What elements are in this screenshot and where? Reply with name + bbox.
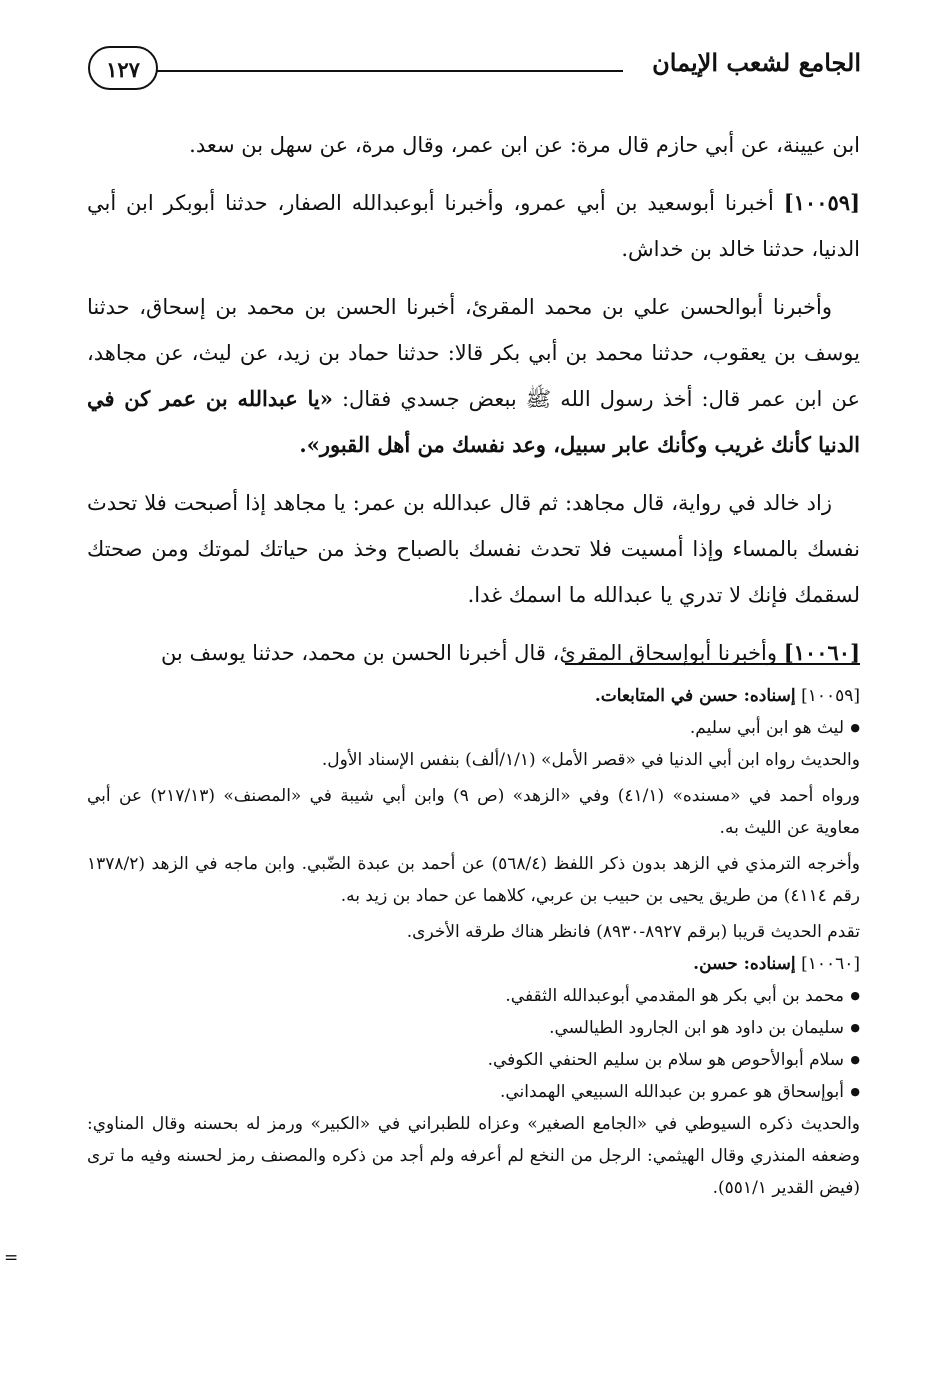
hadith-number: [١٠٠٦٠] bbox=[783, 640, 860, 665]
note-bullet: ● أبوإسحاق هو عمرو بن عبدالله السبيعي الهمداني. bbox=[87, 1076, 860, 1108]
paragraph-text: وأخبرنا أبوالحسن علي بن محمد المقرئ، أخبرنا الحسن بن محمد بن إسحاق، حدثنا يوسف بن يعقوب، حدثنا محمد بن أبي بكر قالا: حدثنا حماد بن زيد، عن ليث، عن مجاهد، عن ابن عمر قال: أخذ رسول الله ﷺ ببعض جسدي فقال: bbox=[87, 295, 860, 411]
page-header bbox=[88, 40, 861, 104]
hadith-number: [١٠٠٥٩] bbox=[783, 190, 860, 215]
paragraph-4: زاد خالد في رواية، قال مجاهد: ثم قال عبدالله بن عمر: يا مجاهد إذا أصبحت فلا تحدث نفسك بالمساء وإذا أمسيت فلا تحدث نفسك بالصباح وخذ من حياتك لموتك ومن صحتك لسقمك فإنك لا تدري يا عبدالله ما اسمك غدا. bbox=[87, 491, 860, 607]
paragraph-3 bbox=[87, 284, 860, 468]
note-line: وأخرجه الترمذي في الزهد بدون ذكر اللفظ (٥٦٨/٤) عن أحمد بن عبدة الضّبي. وابن ماجه في الزهد (١٣٧٨/٢ رقم ٤١١٤) من طريق يحيى بن حبيب بن عربي، كلاهما عن حماد بن زيد به. bbox=[87, 854, 860, 906]
note-bullet: ● ليث هو ابن أبي سليم. bbox=[87, 712, 860, 744]
footnote-separator bbox=[565, 663, 860, 665]
running-title: الجامع لشعب الإيمان bbox=[652, 48, 861, 77]
note-bullet: ● سليمان بن داود هو ابن الجارود الطيالسي. bbox=[87, 1012, 860, 1044]
note-line: والحديث رواه ابن أبي الدنيا في «قصر الأمل» (١/١/ألف) بنفس الإسناد الأول. bbox=[321, 750, 860, 770]
paragraph-text: وأخبرنا أبوإسحاق المقرئ، قال أخبرنا الحسن بن محمد، حدثنا يوسف بن bbox=[160, 641, 778, 665]
note-heading bbox=[87, 948, 860, 980]
continuation-mark: = bbox=[4, 1248, 19, 1268]
paragraph-text: أخبرنا أبوسعيد بن أبي عمرو، وأخبرنا أبوعبدالله الصفار، حدثنا أبوبكر ابن أبي الدنيا، حدثنا خالد بن خداش. bbox=[87, 191, 860, 261]
hadith-quote: «يا عبدالله بن عمر كن في الدنيا كأنك غريب وكأنك عابر سبيل، وعد نفسك من أهل القبور». bbox=[87, 386, 860, 457]
note-grade: إسناده: حسن. bbox=[693, 954, 796, 974]
note-line: ورواه أحمد في «مسنده» (٤١/١) وفي «الزهد» (ص ٩) وابن أبي شيبة في «المصنف» (٢١٧/١٣) عن أبي معاوية عن الليث به. bbox=[87, 786, 860, 838]
footnotes bbox=[87, 680, 860, 1204]
note-number: [١٠٠٥٩] bbox=[801, 686, 860, 706]
main-text bbox=[87, 122, 860, 688]
note-bullet: ● سلام أبوالأحوص هو سلام بن سليم الحنفي الكوفي. bbox=[87, 1044, 860, 1076]
note-line: تقدم الحديث قريبا (برقم ٨٩٢٧-٨٩٣٠) فانظر هناك طرقه الأخرى. bbox=[406, 922, 860, 942]
page-number-badge: ١٢٧ bbox=[88, 46, 158, 90]
paragraph-10060 bbox=[87, 630, 860, 676]
note-number: [١٠٠٦٠] bbox=[801, 954, 860, 974]
note-heading bbox=[87, 680, 860, 712]
note-line: والحديث ذكره السيوطي في «الجامع الصغير» وعزاه للطبراني في «الكبير» ورمز له بحسنه وقال المناوي: وضعفه المنذري وقال الهيثمي: الرجل من النخع لم أعرفه ولم أجد من ذكره والمصنف رمز لحسنه وفيه ما ترى (فيض القدير ٥٥١/١). bbox=[87, 1114, 860, 1198]
header-rule bbox=[154, 70, 623, 72]
paragraph-10059 bbox=[87, 180, 860, 272]
paragraph-1: ابن عيينة، عن أبي حازم قال مرة: عن ابن عمر، وقال مرة، عن سهل بن سعد. bbox=[189, 133, 860, 157]
note-grade: إسناده: حسن في المتابعات. bbox=[594, 686, 796, 706]
note-bullet: ● محمد بن أبي بكر هو المقدمي أبوعبدالله الثقفي. bbox=[87, 980, 860, 1012]
